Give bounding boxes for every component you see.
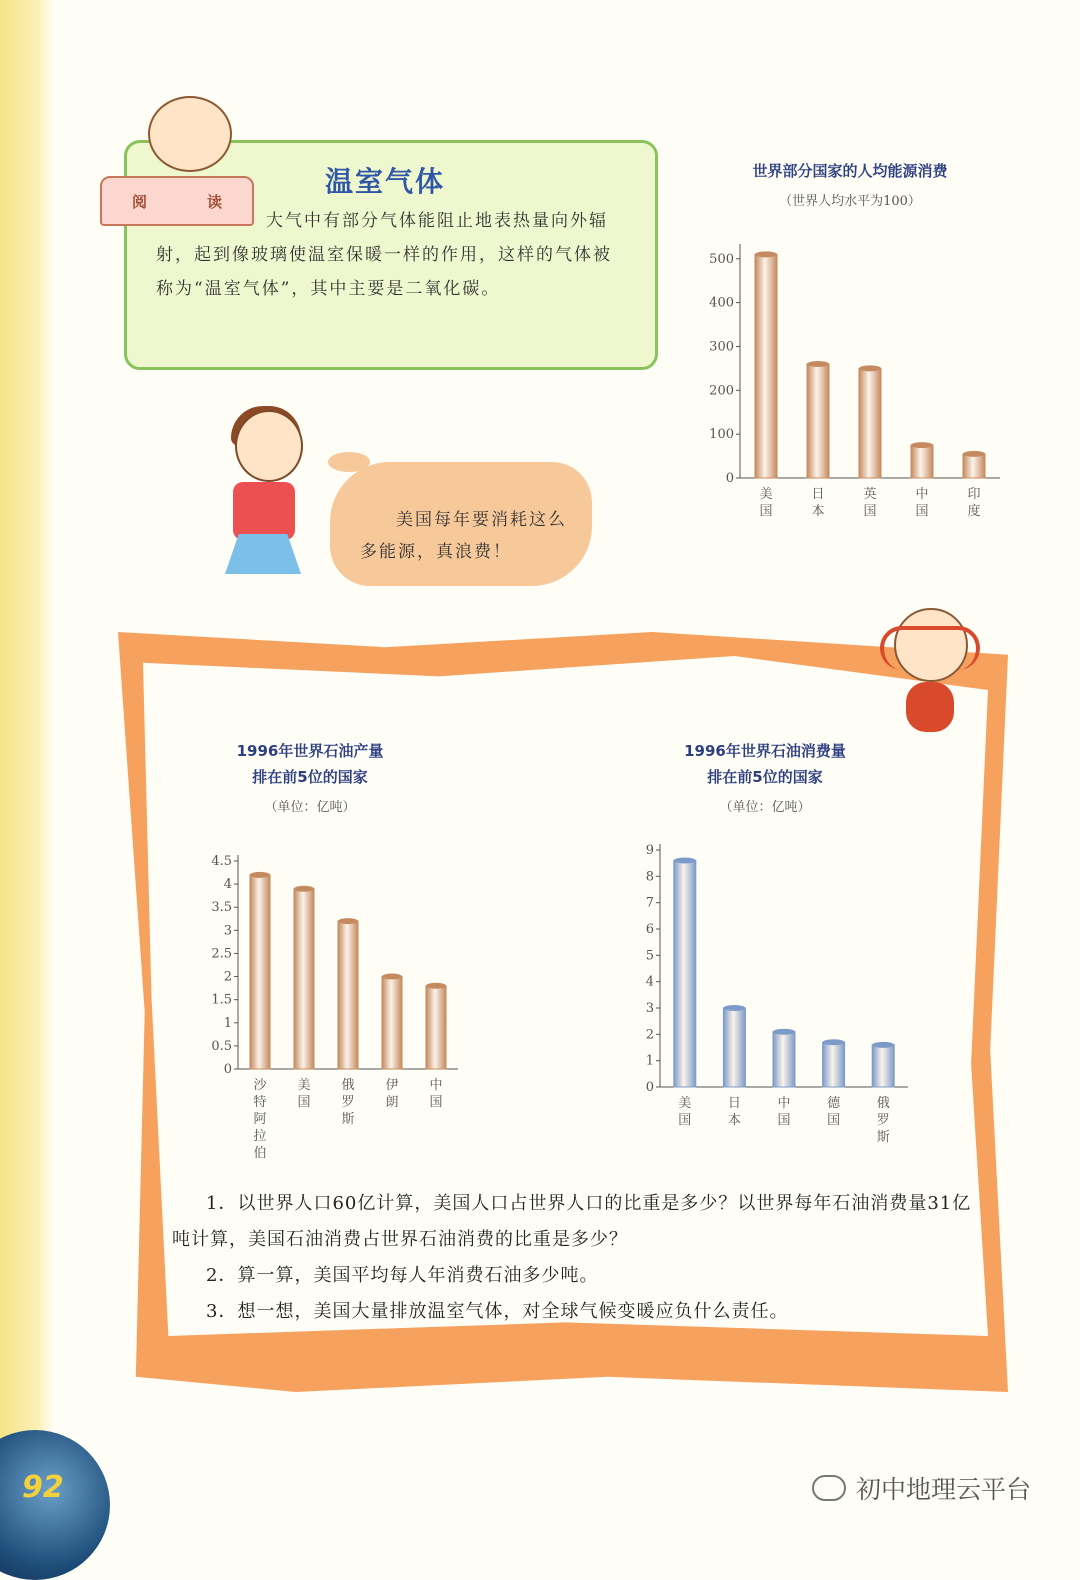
wechat-icon [812, 1475, 846, 1501]
chart2-bar [426, 986, 446, 1069]
chart3-bar [674, 861, 696, 1087]
globe-icon [0, 1430, 110, 1580]
question-3: 3．想一想，美国大量排放温室气体，对全球气候变暖应负什么责任。 [206, 1301, 789, 1322]
oil-consumption-chart [620, 840, 920, 1165]
questions [172, 1186, 972, 1330]
chart1-bar-cap [911, 442, 933, 448]
chart2-bar-cap [338, 918, 358, 924]
chart3-bar-cap [872, 1042, 894, 1048]
chart2-ytick-label: 4.5 [211, 854, 232, 869]
chart2-title-line2: 排在前5位的国家 [252, 768, 368, 786]
reading-text: 大气中有部分气体能阻止地表热量向外辐射，起到像玻璃使温室保暖一样的作用，这样的气体被称为“温室气体”，其中主要是二氧化碳。 [156, 211, 612, 299]
chart2-ytick-label: 3.5 [211, 900, 232, 916]
chart2-subtitle: （单位：亿吨） [264, 800, 356, 815]
badge-left-label: 阅 [131, 192, 147, 211]
thinking-girl-illustration [880, 596, 980, 736]
chart2-bar [338, 921, 358, 1069]
chart3-bar [823, 1042, 845, 1087]
speech-text: 美国每年要消耗这么多能源，真浪费！ [360, 510, 567, 562]
chart2-category-label: 美国 [297, 1078, 311, 1110]
chart3-category-label: 日本 [727, 1096, 741, 1128]
reading-girl-illustration [148, 96, 232, 172]
chart1-ytick-label: 300 [709, 339, 734, 355]
page-edge-strip [0, 0, 54, 1537]
chart3-bar-cap [823, 1039, 845, 1045]
chart2-ytick-label: 0 [223, 1062, 232, 1077]
chart3-ytick-label: 1 [645, 1053, 654, 1069]
chart3-bar [723, 1008, 745, 1087]
chart1-category-label: 英国 [863, 487, 877, 519]
chart1-bar [859, 368, 881, 478]
chart1-category-label: 中国 [915, 487, 929, 519]
chart2-bar-cap [426, 983, 446, 989]
chart2-ytick-label: 2 [223, 969, 232, 985]
chart1-bar-cap [859, 365, 881, 371]
question-1: 1．以世界人口60亿计算，美国人口占世界人口的比重是多少？以世界每年石油消费量31亿吨计算，美国石油消费占世界石油消费的比重是多少？ [172, 1193, 972, 1250]
chart3-ytick-label: 4 [645, 974, 654, 990]
chart2-ytick-label: 4 [223, 877, 232, 893]
chart1-bar [755, 254, 777, 478]
chart1-category-label: 日本 [811, 487, 825, 519]
chart1-bar [963, 454, 985, 478]
chart2-bar [294, 889, 314, 1069]
chart3-subtitle: （单位：亿吨） [719, 800, 811, 815]
chart2-category-label: 沙特阿拉伯 [253, 1078, 267, 1161]
chart1-subtitle: （世界人均水平为100） [779, 194, 921, 209]
chart2-ytick-label: 1 [223, 1015, 232, 1031]
chart3-ytick-label: 0 [645, 1080, 654, 1095]
chart3-bar-cap [773, 1029, 795, 1035]
chart3-title [650, 738, 880, 790]
chart2-category-label: 伊朗 [385, 1078, 399, 1110]
chart2-bar-cap [294, 886, 314, 892]
chart2-ytick-label: 1.5 [211, 992, 232, 1008]
chart2-ytick-label: 3 [223, 923, 232, 939]
chart2-bar [250, 875, 270, 1069]
chart1-ytick-label: 400 [709, 295, 734, 311]
watermark-text: 初中地理云平台 [856, 1475, 1032, 1504]
chart1-bar-cap [807, 361, 829, 367]
chart2-bar-cap [382, 974, 402, 980]
chart3-ytick-label: 5 [645, 948, 654, 964]
chart2-bar [382, 977, 402, 1069]
chart1-title: 世界部分国家的人均能源消费 [752, 162, 948, 180]
energy-consumption-chart [690, 230, 1010, 540]
chart3-ytick-label: 9 [645, 843, 654, 858]
chart3-category-label: 中国 [777, 1096, 791, 1128]
watermark [812, 1470, 1031, 1506]
chart3-category-label: 美国 [678, 1096, 692, 1128]
chart3-category-label: 俄罗斯 [876, 1096, 890, 1145]
chart1-ytick-label: 100 [709, 427, 734, 443]
chart2-category-label: 俄罗斯 [341, 1078, 355, 1127]
badge-right-label: 读 [206, 192, 222, 211]
chart1-category-label: 美国 [759, 487, 773, 519]
reading-title: 温室气体 [325, 165, 446, 198]
chart3-ytick-label: 2 [645, 1027, 654, 1043]
chart3-ytick-label: 7 [645, 895, 654, 911]
chart2-title-line1: 1996年世界石油产量 [236, 742, 384, 760]
chart1-bar [807, 364, 829, 478]
chart2-category-label: 中国 [429, 1078, 443, 1110]
chart1-bar [911, 445, 933, 478]
chart3-ytick-label: 6 [645, 922, 654, 937]
chart2-bar-cap [250, 872, 270, 878]
chart3-category-label: 德国 [827, 1096, 841, 1128]
chart3-title-line1: 1996年世界石油消费量 [684, 742, 846, 760]
chart2-ytick-label: 0.5 [211, 1038, 232, 1054]
chart3-bar [773, 1032, 795, 1087]
chart3-ytick-label: 8 [645, 869, 654, 885]
chart1-category-label: 印度 [967, 487, 981, 519]
chart3-title-line2: 排在前5位的国家 [707, 768, 823, 786]
chart3-bar-cap [674, 858, 696, 864]
chart1-bar-cap [963, 451, 985, 457]
chart3-bar-cap [723, 1005, 745, 1011]
chart1-ytick-label: 0 [725, 471, 734, 486]
chart1-bar-cap [755, 251, 777, 257]
chart3-bar [872, 1045, 894, 1087]
chart1-ytick-label: 200 [709, 383, 734, 399]
chart2-title [200, 738, 420, 790]
question-2: 2．算一算，美国平均每人年消费石油多少吨。 [206, 1265, 599, 1286]
standing-girl-illustration [225, 410, 315, 600]
chart2-ytick-label: 2.5 [211, 946, 232, 962]
oil-production-chart [190, 845, 480, 1180]
chart3-ytick-label: 3 [645, 1001, 654, 1016]
page-number: 92 [22, 1470, 64, 1505]
chart1-ytick-label: 500 [709, 251, 734, 267]
